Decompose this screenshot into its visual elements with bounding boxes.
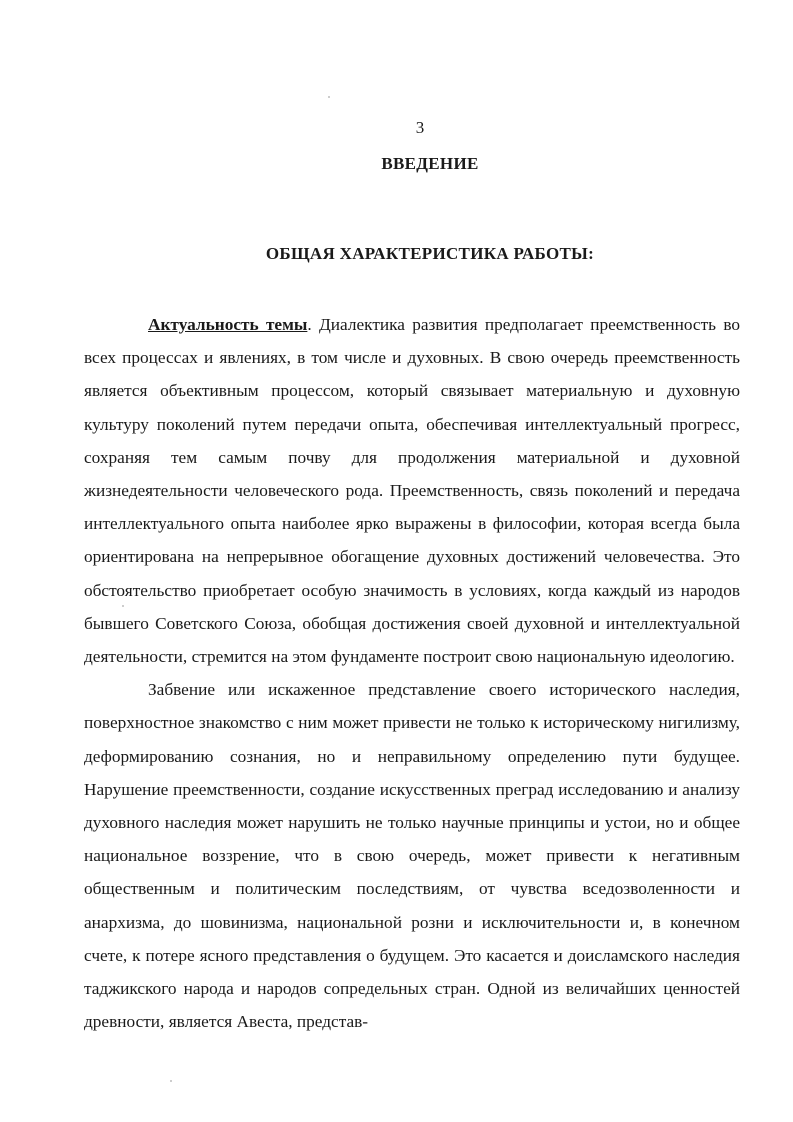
paragraph-relevance [84,308,740,673]
section-heading-general-characteristics: ОБЩАЯ ХАРАКТЕРИСТИКА РАБОТЫ: [265,244,595,263]
body-text [84,308,740,1038]
scan-speck [328,96,330,98]
paragraph-heritage: Забвение или искаженное представление своего исторического наследия, поверхностное знакомство с ним может привести не только к историческому нигилизму, деформированию сознания, но и неправильному определению пути будущее. Нарушение преемственности, создание искусственных преград исследованию и анализу духовного наследия может нарушить не только научные принципы и устои, но и общее национальное воззрение, что в свою очередь, может привести к негативным общественным и политическим последствиям, от чувства вседозволенности и анархизма, до шовинизма, национальной розни и исключительности и, в конечном счете, к потере ясного представления о будущем. Это касается и доисламского наследия таджикского народа и народов сопредельных стран. Одной из величайших ценностей древности, является Авеста, представ- [84,680,740,1032]
page-number: 3 [415,118,425,137]
topic-relevance-label: Актуальность темы [148,315,308,334]
scan-speck [170,1080,172,1082]
section-heading-introduction: ВВЕДЕНИЕ [381,154,479,173]
paragraph-relevance-text: . Диалектика развития предполагает преемственность во всех процессах и явлениях, в том числе и духовных. В свою очередь преемственность является объективным процессом, который связывает материальную и духовную культуру поколений путем передачи опыта, обеспечивая интеллектуальный прогресс, сохраняя тем самым почву для продолжения материальной и духовной жизнедеятельности человеческого рода. Преемственность, связь поколений и передача интеллектуального опыта наиболее ярко выражены в философии, которая всегда была ориентирована на непрерывное обогащение духовных достижений человечества. Это обстоятельство приобретает особую значимость в условиях, когда каждый из народов бывшего Советского Союза, обобщая достижения своей духовной и интеллектуальной деятельности, стремится на этом фундаменте построит свою национальную идеологию. [84,315,741,667]
